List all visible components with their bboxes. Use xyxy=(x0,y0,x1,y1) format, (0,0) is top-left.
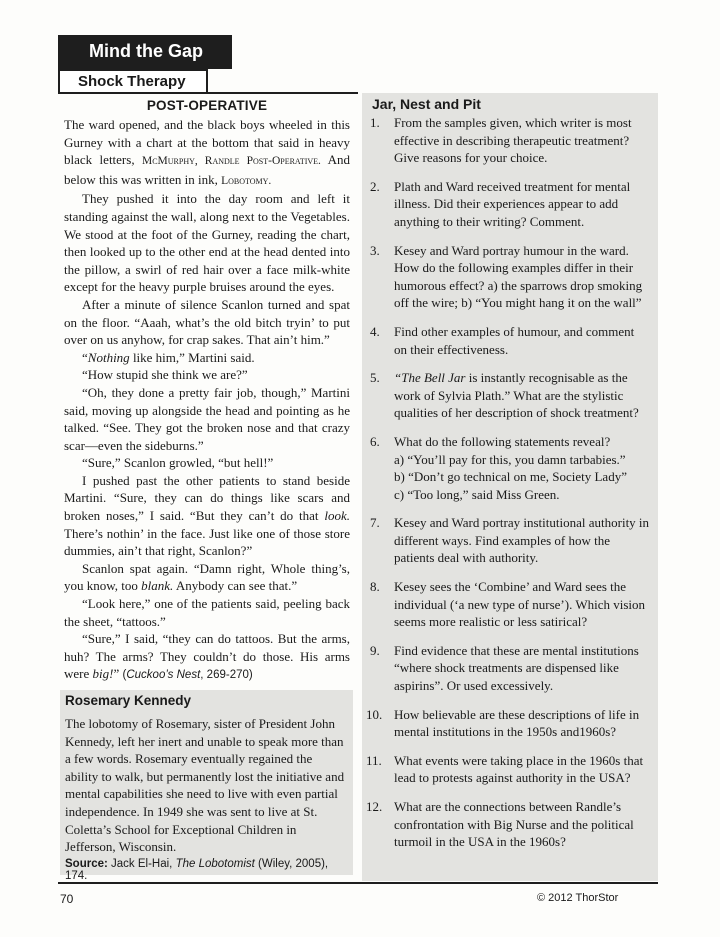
question-number: 3. xyxy=(370,242,380,258)
question-subline: b) “Don’t go technical on me, Society Lady” xyxy=(394,469,627,485)
question-item xyxy=(366,706,650,741)
box-source: Source: Jack El-Hai, The Lobotomist (Wiley, 2005), 174. xyxy=(65,857,329,882)
question-item xyxy=(370,433,650,503)
question-item xyxy=(370,323,650,358)
questions-list xyxy=(366,114,650,851)
page-number: 70 xyxy=(60,892,74,906)
question-item xyxy=(370,114,650,167)
footer-rule xyxy=(58,882,658,884)
question-subline: c) “Too long,” said Miss Green. xyxy=(394,486,560,502)
question-text: Kesey and Ward portray institutional authority in different ways. Find examples of how the patients deal with authority. xyxy=(394,515,650,566)
question-number: 2. xyxy=(370,178,380,194)
question-text: What do the following statements reveal? xyxy=(394,433,611,449)
question-number: 6. xyxy=(370,433,380,449)
question-text: Plath and Ward received treatment for mental illness. Did their experiences appear to add anything to their writing? Comment. xyxy=(394,178,631,229)
box-title: Rosemary Kennedy xyxy=(65,693,192,708)
question-number: 7. xyxy=(370,515,380,531)
question-item xyxy=(370,242,650,312)
question-item xyxy=(370,514,650,567)
story-paragraph: “Oh, they done a pretty fair job, though,” Martini said, moving up alongside the head and pointing as he talked. “See. They got the broken nose and that crazy scar—even the sideburns.” xyxy=(64,384,350,453)
story-paragraph: The ward opened, and the black boys wheeled in this Gurney with a chart at the bottom that said in heavy black letters, McMurphy, Randle Post-Operative. And below this was written in ink, Lobotomy. xyxy=(64,117,350,187)
story-citation: (Cuckoo’s Nest, 269-270) xyxy=(122,669,253,682)
question-text: Find evidence that these are mental institutions “where shock treatments are dispensed like aspirins”. Or used excessively. xyxy=(394,642,639,694)
question-text: Kesey sees the ‘Combine’ and Ward sees the individual (‘a new type of nurse’). Which vision seems more realistic or less satirical? xyxy=(394,579,646,630)
section-title: Mind the Gap xyxy=(58,35,232,69)
header-rule xyxy=(58,92,358,94)
story-column xyxy=(64,98,350,685)
story-paragraph: Scanlon spat again. “Damn right, Whole thing’s, you know, too blank. Anybody can see that.” xyxy=(64,560,350,594)
story-paragraph: “Sure,” I said, “they can do tattoos. But the arms, huh? The arms? They couldn’t do those. His arms were big!” (Cuckoo’s Nest, 269-270) xyxy=(64,631,350,682)
question-number: 4. xyxy=(370,323,380,339)
question-text: From the samples given, which writer is most effective in describing therapeutic treatment? Give reasons for your choice. xyxy=(394,115,632,166)
question-item xyxy=(366,752,650,787)
question-text: Find other examples of humour, and comment on their effectiveness. xyxy=(394,323,635,357)
question-number: 11. xyxy=(366,752,382,768)
question-text: Kesey and Ward portray humour in the ward. How do the following examples differ in their humorous effect? a) the sparrows drop smoking off the wire; b) “You might hang it on the wall” xyxy=(394,242,643,311)
question-number: 1. xyxy=(370,115,380,130)
story-paragraph: “Nothing like him,” Martini said. xyxy=(82,349,255,365)
question-number: 12. xyxy=(366,799,383,814)
question-text: How believable are these descriptions of life in mental institutions in the 1950s and1960s? xyxy=(394,706,640,740)
question-number: 10. xyxy=(366,706,383,722)
questions-panel xyxy=(362,93,658,881)
question-number: 9. xyxy=(370,642,380,658)
question-text: “The Bell Jar is instantly recognisable as the work of Sylvia Plath.” What are the stylistic qualities of her description of shock treatment? xyxy=(394,370,639,421)
story-title: POST-OPERATIVE xyxy=(146,98,268,113)
story-paragraph: “Sure,” Scanlon growled, “but hell!” xyxy=(82,455,274,471)
rosemary-kennedy-box xyxy=(60,690,353,882)
question-subline: a) “You’ll pay for this, you damn tarbabies.” xyxy=(394,451,626,467)
question-text: What are the connections between Randle’s confrontation with Big Nurse and the political turmoil in the USA in the 1960s? xyxy=(394,799,634,850)
story-paragraph: “Look here,” one of the patients said, peeling back the sheet, “tattoos.” xyxy=(64,596,350,629)
question-number: 5. xyxy=(370,370,380,386)
question-item xyxy=(370,178,650,231)
question-item xyxy=(370,369,650,422)
story-paragraph: They pushed it into the day room and left it standing against the wall, along next to the Vegetables. We stood at the foot of the Gurney, reading the chart, then looked up to the other end at the head dented into the pillow, a swirl of red hair over a face milk-white except for the heavy purple bruises around the eyes. xyxy=(64,191,350,295)
story-paragraph: I pushed past the other patients to stand beside Martini. “Sure, they can do things like scars and broken noses,” I said. “But they can’t do that look. There’s nothin’ in the face. Just like one of those store dummies, ain’t that right, Scanlon?” xyxy=(64,472,350,559)
questions-title: Jar, Nest and Pit xyxy=(372,96,481,112)
box-text: The lobotomy of Rosemary, sister of President John Kennedy, left her inert and unable to speak more than a few words. Rosemary eventually regained the ability to walk, but permanently lost the initiative and mental capabilities she need to live with even partial independence. In 1949 she was sent to live at St. Coletta’s School for Exceptional Children in Jefferson, Wisconsin. xyxy=(65,716,345,855)
question-number: 8. xyxy=(370,579,380,595)
story-paragraph: “How stupid she think we are?” xyxy=(82,367,248,383)
question-item xyxy=(370,642,650,695)
topic-title: Shock Therapy xyxy=(58,69,208,94)
story-body xyxy=(64,116,350,685)
story-paragraph: After a minute of silence Scanlon turned and spat on the floor. “Aaah, what’s the old bitch tryin’ to put over on us anyhow, for crap sakes. That ain’t him.” xyxy=(64,296,350,348)
question-item xyxy=(370,578,650,631)
copyright: © 2012 ThorStor xyxy=(537,892,619,904)
question-text: What events were taking place in the 1960s that lead to protests against authority in the USA? xyxy=(394,752,644,786)
question-item xyxy=(366,798,650,851)
